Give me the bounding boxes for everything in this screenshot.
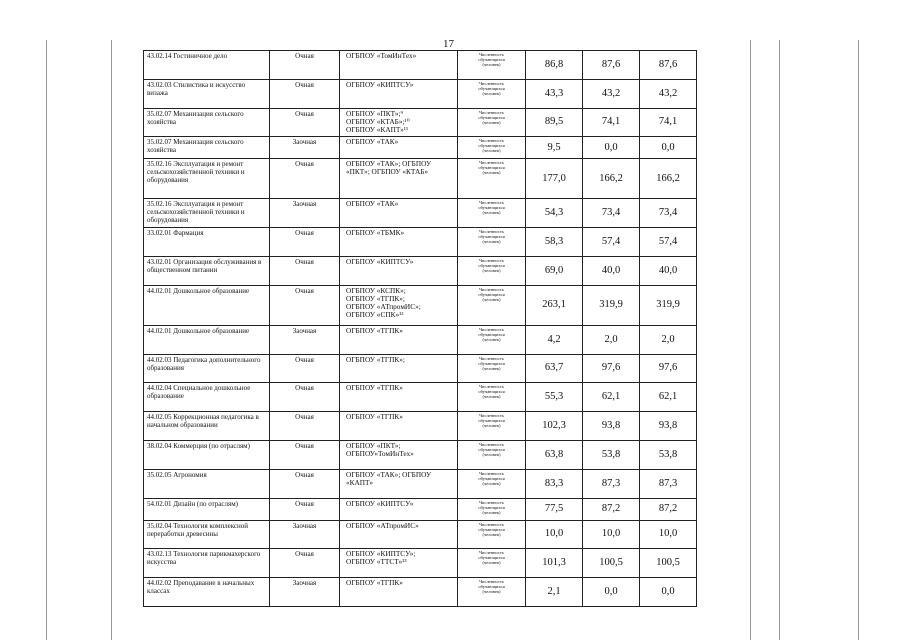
study-mode-cell: Заочная (270, 578, 340, 607)
value-cell: 93,8 (583, 412, 640, 441)
value-cell: 2,0 (583, 325, 640, 354)
indicator-line: Численность (479, 499, 504, 505)
indicator-line: обучающихся (478, 165, 505, 171)
organization-line: ОГБПОУ «ТАК» (346, 199, 399, 209)
value-cell: 43,3 (526, 79, 583, 108)
value-cell: 4,2 (526, 325, 583, 354)
study-mode-cell: Очная (270, 228, 340, 257)
indicator-line: Численность (479, 413, 504, 419)
table-row (144, 159, 697, 199)
specialty-cell: 44.02.03 Педагогика дополнительного образования (144, 354, 270, 383)
indicator-line: Численность (479, 200, 504, 206)
organization-cell (340, 228, 458, 257)
organization-cell (340, 498, 458, 520)
specialty-cell: 35.02.07 Механизация сельского хозяйства (144, 137, 270, 159)
table-row (144, 256, 697, 285)
indicator-line: обучающихся (478, 262, 505, 268)
organization-line: ОГБПОУ «КИПТСУ» (346, 498, 414, 508)
indicator-line: обучающихся (478, 418, 505, 424)
study-mode-cell: Очная (270, 549, 340, 578)
organization-line: ОГБПОУ «ТГПК» (346, 578, 403, 588)
value-cell: 100,5 (640, 549, 697, 578)
indicator-cell (458, 549, 526, 578)
organization-line: «КАПТ» (346, 477, 373, 487)
organization-line: ОГБПОУ «ПКТ»; (346, 440, 401, 450)
indicator-line: обучающихся (478, 504, 505, 510)
indicator-line: Численность (479, 470, 504, 476)
value-cell: 40,0 (583, 256, 640, 285)
table-row (144, 578, 697, 607)
organization-line: ОГБПОУ «ТАК» (346, 137, 399, 147)
value-cell: 10,0 (583, 520, 640, 549)
value-cell: 89,5 (526, 108, 583, 137)
table-row (144, 108, 697, 137)
table-row (144, 549, 697, 578)
value-cell: 2,1 (526, 578, 583, 607)
indicator-line: (человек) (482, 560, 501, 566)
value-cell: 63,8 (526, 440, 583, 469)
value-cell: 62,1 (583, 383, 640, 412)
value-cell: 63,7 (526, 354, 583, 383)
value-cell: 319,9 (640, 285, 697, 325)
indicator-line: Численность (479, 109, 504, 115)
study-mode-cell: Очная (270, 469, 340, 498)
organization-line: ОГБПОУ«ТомИнТех» (346, 448, 414, 458)
indicator-line: Численность (479, 160, 504, 166)
indicator-line: обучающихся (478, 234, 505, 240)
specialty-cell: 44.02.05 Коррекционная педагогика в начальном образовании (144, 412, 270, 441)
organization-line: ОГБПОУ «АТпромИС» (346, 520, 419, 530)
indicator-line: Численность (479, 355, 504, 361)
study-mode-cell: Очная (270, 159, 340, 199)
value-cell: 2,0 (640, 325, 697, 354)
indicator-line: обучающихся (478, 114, 505, 120)
value-cell: 83,3 (526, 469, 583, 498)
study-mode-cell: Очная (270, 51, 340, 80)
study-mode-cell: Очная (270, 440, 340, 469)
specialty-cell: 44.02.04 Специальное дошкольное образование (144, 383, 270, 412)
indicator-line: обучающихся (478, 143, 505, 149)
value-cell: 0,0 (640, 578, 697, 607)
indicator-line: (человек) (482, 589, 501, 595)
value-cell: 54,3 (526, 199, 583, 228)
organization-cell (340, 137, 458, 159)
indicator-line: (человек) (482, 90, 501, 96)
organization-cell (340, 412, 458, 441)
specialty-cell: 35.02.04 Технология комплексной переработки древесины (144, 520, 270, 549)
indicator-line: обучающихся (478, 446, 505, 452)
organization-line: «ПКТ»; ОГБПОУ «КТАБ» (346, 167, 429, 177)
indicator-line: (человек) (482, 365, 501, 371)
study-mode-cell: Очная (270, 285, 340, 325)
study-mode-cell: Очная (270, 498, 340, 520)
margin-line (46, 40, 47, 640)
indicator-line: обучающихся (478, 85, 505, 91)
organization-line: ОГБПОУ «ПКТ»;⁹ (346, 108, 404, 118)
value-cell: 0,0 (640, 137, 697, 159)
table-row (144, 325, 697, 354)
organization-line: ОГБПОУ «ТГПК» (346, 383, 403, 393)
specialty-cell: 38.02.04 Коммерция (по отраслям) (144, 440, 270, 469)
indicator-cell (458, 285, 526, 325)
indicator-line: Численность (479, 521, 504, 527)
study-mode-cell: Очная (270, 412, 340, 441)
study-mode-cell: Заочная (270, 199, 340, 228)
value-cell: 87,6 (640, 51, 697, 80)
indicator-line: Численность (479, 550, 504, 556)
indicator-line: (человек) (482, 239, 501, 245)
value-cell: 166,2 (583, 159, 640, 199)
value-cell: 93,8 (640, 412, 697, 441)
value-cell: 10,0 (640, 520, 697, 549)
margin-line (111, 40, 112, 640)
specialty-cell: 43.02.14 Гостиничное дело (144, 51, 270, 80)
organization-line: ОГБПОУ «КАПТ»¹¹ (346, 124, 409, 134)
page-number: 17 (443, 38, 454, 50)
organization-line: ОГБПОУ «КИПТСУ» (346, 79, 414, 89)
table-row (144, 285, 697, 325)
specialty-cell: 54.02.01 Дизайн (по отраслям) (144, 498, 270, 520)
organization-line: ОГБПОУ «ТГПК» (346, 325, 403, 335)
indicator-line: обучающихся (478, 555, 505, 561)
indicator-cell (458, 108, 526, 137)
organization-cell (340, 469, 458, 498)
table-row (144, 383, 697, 412)
value-cell: 43,2 (583, 79, 640, 108)
indicator-line: Численность (479, 384, 504, 390)
value-cell: 319,9 (583, 285, 640, 325)
value-cell: 263,1 (526, 285, 583, 325)
organization-cell (340, 285, 458, 325)
organization-cell (340, 199, 458, 228)
indicator-line: (человек) (482, 394, 501, 400)
specialty-cell: 35.02.07 Механизация сельского хозяйства (144, 108, 270, 137)
indicator-line: (человек) (482, 296, 501, 302)
indicator-line: (человек) (482, 336, 501, 342)
value-cell: 58,3 (526, 228, 583, 257)
indicator-line: (человек) (482, 170, 501, 176)
value-cell: 62,1 (640, 383, 697, 412)
study-mode-cell: Очная (270, 354, 340, 383)
indicator-line: обучающихся (478, 526, 505, 532)
indicator-cell (458, 325, 526, 354)
value-cell: 101,3 (526, 549, 583, 578)
value-cell: 87,2 (640, 498, 697, 520)
specialty-cell: 35.02.16 Эксплуатация и ремонт сельскохозяйственной техники и оборудования (144, 199, 270, 228)
value-cell: 53,8 (583, 440, 640, 469)
value-cell: 87,6 (583, 51, 640, 80)
value-cell: 87,2 (583, 498, 640, 520)
indicator-line: (человек) (482, 423, 501, 429)
indicator-line: (человек) (482, 148, 501, 154)
study-mode-cell: Заочная (270, 325, 340, 354)
value-cell: 57,4 (583, 228, 640, 257)
organization-line: ОГБПОУ «ТГПК» (346, 412, 403, 422)
organization-cell (340, 520, 458, 549)
study-mode-cell: Очная (270, 383, 340, 412)
table-row (144, 199, 697, 228)
indicator-line: Численность (479, 229, 504, 235)
value-cell: 55,3 (526, 383, 583, 412)
value-cell: 57,4 (640, 228, 697, 257)
organization-cell (340, 549, 458, 578)
organization-line: ОГБПОУ «ТАК»; ОГБПОУ (346, 159, 432, 169)
indicator-cell (458, 498, 526, 520)
organization-cell (340, 108, 458, 137)
indicator-cell (458, 469, 526, 498)
margin-line (750, 40, 751, 640)
margin-line (858, 40, 859, 640)
value-cell: 177,0 (526, 159, 583, 199)
indicator-line: (человек) (482, 210, 501, 216)
indicator-cell (458, 256, 526, 285)
value-cell: 73,4 (583, 199, 640, 228)
specialty-cell: 44.02.02 Преподавание в начальных классах (144, 578, 270, 607)
indicator-line: Численность (479, 80, 504, 86)
indicator-line: (человек) (482, 451, 501, 457)
organization-line: ОГБПОУ «КТАБ»;¹⁰ (346, 116, 410, 126)
indicator-cell (458, 228, 526, 257)
indicator-cell (458, 79, 526, 108)
value-cell: 74,1 (583, 108, 640, 137)
organization-line: ОГБПОУ «АТпромИС»; (346, 301, 421, 311)
table-row (144, 520, 697, 549)
indicator-line: Численность (479, 326, 504, 332)
specialty-cell: 35.02.05 Агрономия (144, 469, 270, 498)
organization-cell (340, 325, 458, 354)
organization-cell (340, 354, 458, 383)
value-cell: 9,5 (526, 137, 583, 159)
value-cell: 53,8 (640, 440, 697, 469)
indicator-line: (человек) (482, 480, 501, 486)
organization-line: ОГБПОУ «ТГПК»; (346, 293, 405, 303)
value-cell: 69,0 (526, 256, 583, 285)
value-cell: 40,0 (640, 256, 697, 285)
specialty-cell: 43.02.01 Организация обслуживания в общественном питании (144, 256, 270, 285)
indicator-cell (458, 159, 526, 199)
indicator-line: (человек) (482, 509, 501, 515)
indicator-cell (458, 51, 526, 80)
specialty-cell: 43.02.03 Стилистика и искусство визажа (144, 79, 270, 108)
organization-line: ОГБПОУ «КСПК»; (346, 285, 406, 295)
indicator-line: обучающихся (478, 360, 505, 366)
specialty-cell: 33.02.01 Фармация (144, 228, 270, 257)
indicator-line: (человек) (482, 531, 501, 537)
margin-line (779, 40, 780, 640)
value-cell: 77,5 (526, 498, 583, 520)
organization-line: ОГБПОУ «ТомИнТех» (346, 51, 417, 60)
data-table (143, 50, 697, 607)
value-cell: 86,8 (526, 51, 583, 80)
organization-line: ОГБПОУ «ТГПК»; (346, 354, 405, 364)
indicator-line: обучающихся (478, 57, 505, 62)
table-body (144, 51, 697, 607)
indicator-line: обучающихся (478, 389, 505, 395)
indicator-line: Численность (479, 579, 504, 585)
table-row (144, 498, 697, 520)
value-cell: 0,0 (583, 137, 640, 159)
organization-line: ОГБПОУ «ТТСТ»¹³ (346, 557, 407, 567)
indicator-line: Численность (479, 52, 504, 57)
value-cell: 87,3 (640, 469, 697, 498)
table-row (144, 412, 697, 441)
specialty-cell: 43.02.13 Технология парикмахерского искусства (144, 549, 270, 578)
indicator-cell (458, 354, 526, 383)
indicator-cell (458, 520, 526, 549)
organization-cell (340, 256, 458, 285)
value-cell: 74,1 (640, 108, 697, 137)
study-mode-cell: Очная (270, 256, 340, 285)
value-cell: 100,5 (583, 549, 640, 578)
table-row (144, 79, 697, 108)
indicator-line: обучающихся (478, 584, 505, 590)
specialty-cell: 44.02.01 Дошкольное образование (144, 285, 270, 325)
indicator-line: обучающихся (478, 291, 505, 297)
table-row (144, 228, 697, 257)
value-cell: 97,6 (640, 354, 697, 383)
organization-cell (340, 440, 458, 469)
indicator-cell (458, 578, 526, 607)
value-cell: 43,2 (640, 79, 697, 108)
indicator-cell (458, 440, 526, 469)
indicator-line: Численность (479, 257, 504, 263)
table-row (144, 469, 697, 498)
indicator-cell (458, 137, 526, 159)
value-cell: 10,0 (526, 520, 583, 549)
value-cell: 0,0 (583, 578, 640, 607)
indicator-line: Численность (479, 138, 504, 144)
study-mode-cell: Очная (270, 79, 340, 108)
study-mode-cell: Очная (270, 108, 340, 137)
organization-cell (340, 159, 458, 199)
table-row (144, 137, 697, 159)
table-row (144, 440, 697, 469)
organization-line: ОГБПОУ «СПК»¹² (346, 309, 404, 319)
indicator-line: (человек) (482, 119, 501, 125)
organization-line: ОГБПОУ «КИПТСУ»; (346, 549, 416, 559)
indicator-line: обучающихся (478, 475, 505, 481)
indicator-line: Численность (479, 441, 504, 447)
specialty-cell: 44.02.01 Дошкольное образование (144, 325, 270, 354)
indicator-cell (458, 383, 526, 412)
value-cell: 87,3 (583, 469, 640, 498)
organization-line: ОГБПОУ «ТБМК» (346, 228, 405, 238)
organization-cell (340, 79, 458, 108)
indicator-line: обучающихся (478, 331, 505, 337)
value-cell: 166,2 (640, 159, 697, 199)
organization-cell (340, 51, 458, 80)
indicator-line: (человек) (482, 62, 501, 67)
indicator-line: (человек) (482, 267, 501, 273)
table-row (144, 354, 697, 383)
organization-cell (340, 383, 458, 412)
indicator-line: обучающихся (478, 205, 505, 211)
organization-line: ОГБПОУ «КИПТСУ» (346, 256, 414, 266)
indicator-cell (458, 199, 526, 228)
specialty-cell: 35.02.16 Эксплуатация и ремонт сельскохозяйственной техники и оборудования (144, 159, 270, 199)
indicator-line: Численность (479, 286, 504, 292)
indicator-cell (458, 412, 526, 441)
organization-cell (340, 578, 458, 607)
study-mode-cell: Заочная (270, 137, 340, 159)
value-cell: 102,3 (526, 412, 583, 441)
organization-line: ОГБПОУ «ТАК»; ОГБПОУ (346, 469, 432, 479)
value-cell: 97,6 (583, 354, 640, 383)
value-cell: 73,4 (640, 199, 697, 228)
table-row (144, 51, 697, 80)
study-mode-cell: Заочная (270, 520, 340, 549)
